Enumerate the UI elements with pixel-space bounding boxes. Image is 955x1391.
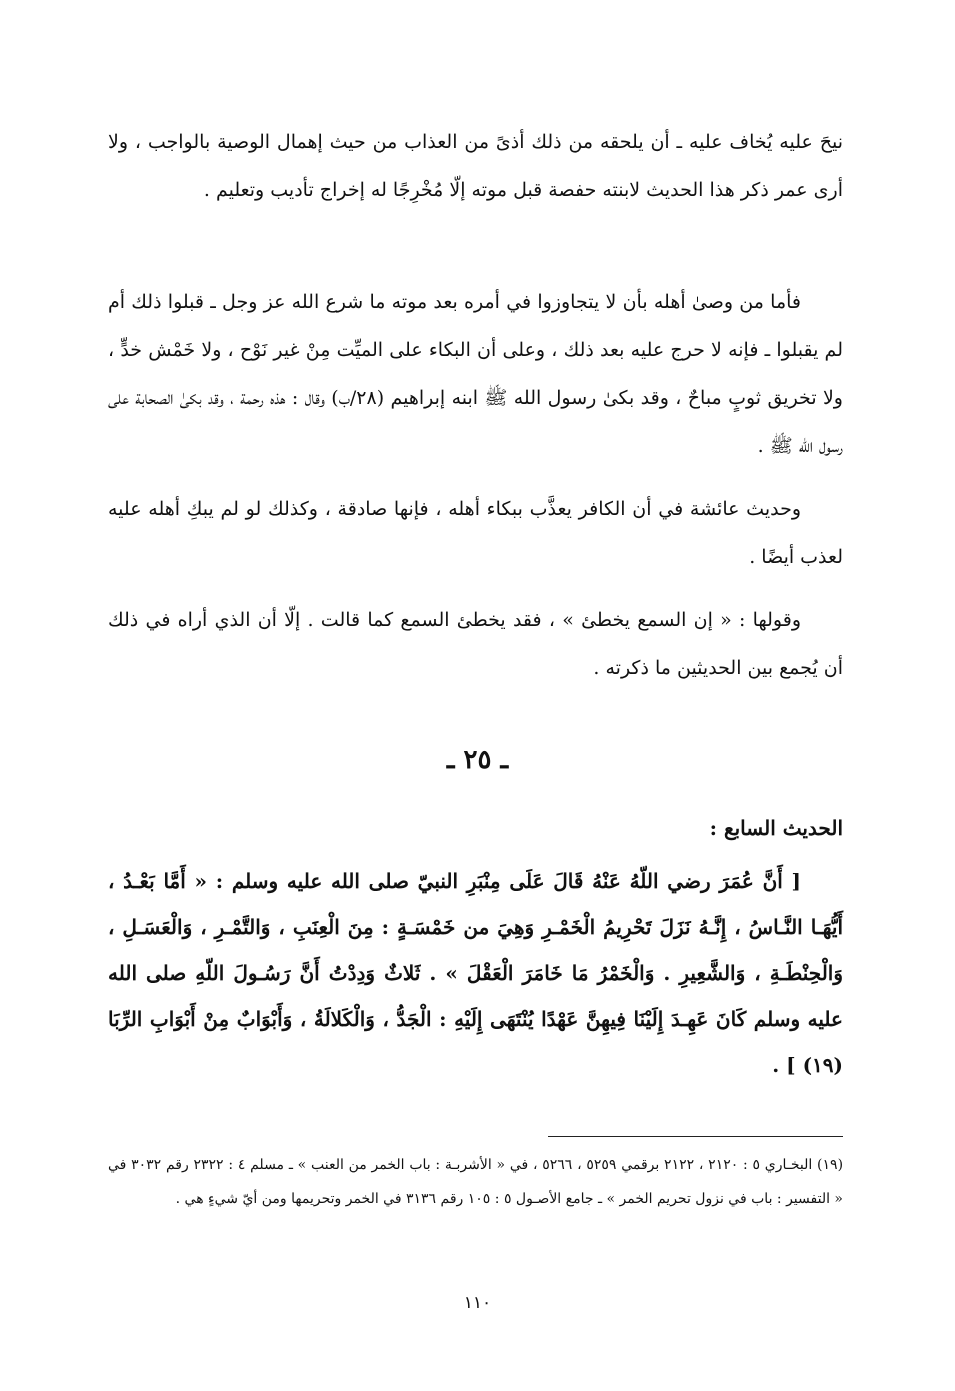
footnote-divider [548,1136,843,1137]
paragraph-2: فأما من وصىٰ أهله بأن لا يتجاوزوا في أمره بعد موته ما شرع الله عز وجل ـ قبلوا ذلك أم لم يقبلوا ـ فإنه لا حرج عليه بعد ذلك ، وعلى أن البكاء على الميِّت مِنْ غير نَوْح ، ولا خَمْش خدٍّ ، ولا تخريق ثوبٍ مباحٌ ، وقد بكىٰ رسول الله ﷺ ابنه إبراهيم (٢٨/ب) وقال : هذه رحمة ، وقد بكىٰ الصحابة على رسول الله ﷺ . [108,291,843,457]
footnote: (١٩) البخـاري ٥ : ٢١٢٠ ، ٢١٢٢ برقمي ٥٢٥٩ ، ٥٢٦٦ ، في « الأشربـة : باب الخمر من العنب » ـ مسلم ٤ : ٢٣٢٢ رقم ٣٠٣٢ في « التفسير : باب في نزول تحريم الخمر » ـ جامع الأصـول ٥ : ١٠٥ رقم ٣١٣٦ في الخمر وتحريمها ومن أيّ شيءٍ هي . [108,1157,844,1207]
section-number: ـ ٢٥ ـ [446,745,509,775]
paragraph-4: وقولها : « إن السمع يخطئ » ، فقد يخطئ السمع كما قالت . إلّا أن الذي أراه في ذلك أن يُجمع بين الحديثين ما ذكرته . [108,609,843,679]
hadith-text: [ أَنَّ عُمَرَ رضي اللّهُ عَنْهُ قَالَ عَلَى مِنْبَرِ النبيّ صلى الله عليه وسلم : « أَمَّا بَعْـدُ ، أَيُّهَـا النَّـاسُ ، إِنَّـهُ نَزَلَ تَحْرِيمُ الْخَمْـرِ وَهِيَ من خَمْسَـةٍ : مِنَ الْعِنَبِ ، وَالتَّمْـرِ ، وَالْعَسَـلِ ، وَالْحِنْطَـةِ ، وَالشَّعِيرِ . وَالْخَمْرُ مَا خَامَرَ الْعَقْلَ » . ثَلاثٌ وَدِدْتُ أَنَّ رَسُـولَ اللّهِ صلى الله عليه وسلم كَانَ عَهِـدَ إِلَيْنَا فِيهِنَّ عَهْدًا يُنْتَهَى إِلَيْهِ : الْجَدُّ ، وَالْكَلالَةُ ، وَأَبْوَابٌ مِنْ أَبْوَابِ الرِّبَا (١٩) ] . [108,869,843,1077]
page-number: ١١٠ [463,1293,492,1313]
hadith-heading: الحديث السابع : [709,816,843,840]
paragraph-3: وحديث عائشة في أن الكافر يعذَّب ببكاء أهله ، فإنها صادقة ، وكذلك لو لم يبكِ أهله عليه لعذب أيضًا . [108,498,843,568]
paragraph-1: نيحَ عليه يُخاف عليه ـ أن يلحقه من ذلك أذىً من العذاب من حيث إهمال الوصية بالواجب ، ولا أرى عمر ذكر هذا الحديث لابنته حفصة قبل موته إلّا مُخْرِجًا له إخراج تأديب وتعليم . [108,131,843,201]
